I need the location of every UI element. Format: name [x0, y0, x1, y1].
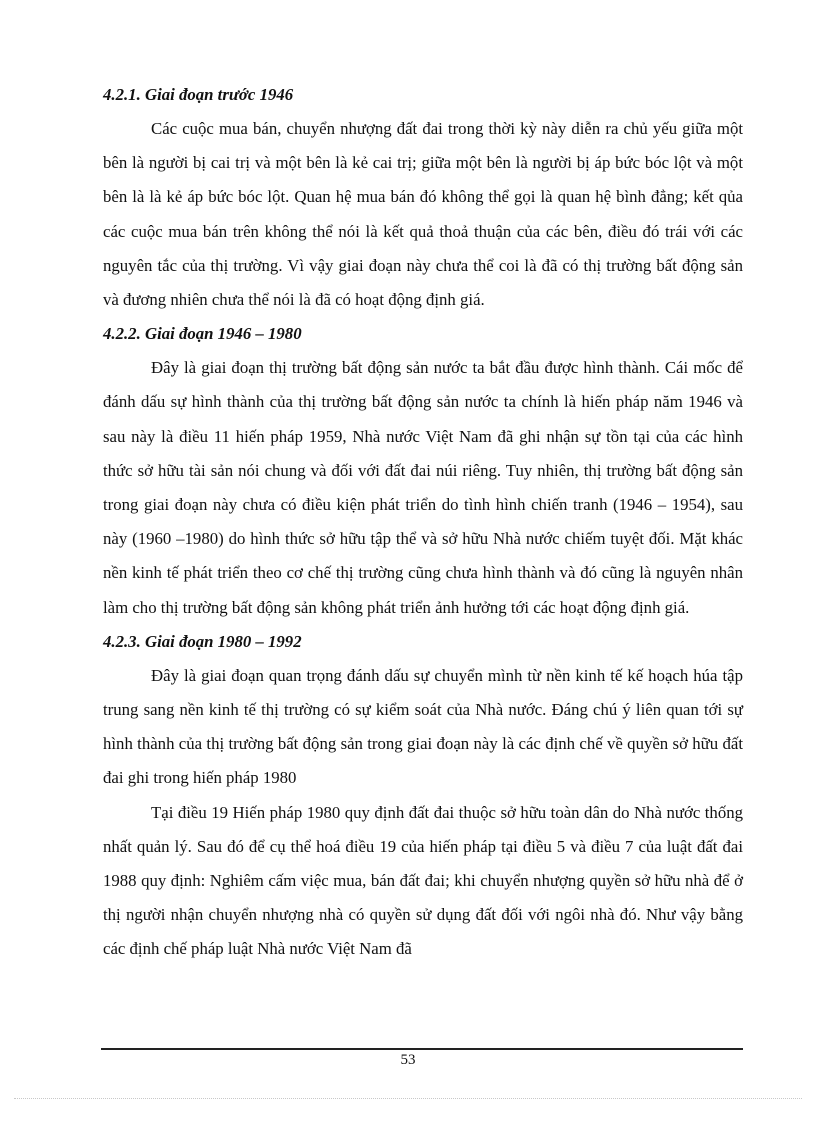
section-heading: 4.2.1. Giai đoạn trước 1946 [103, 85, 294, 104]
paragraph: Đây là giai đoạn thị trường bất động sản nước ta bắt đầu được hình thành. Cái mốc để đánh dấu sự hình thành của thị trường bất động sản nước ta chính là hiến pháp năm 1946 và sau này là điều 11 hiến pháp 1959, Nhà nước Việt Nam đã ghi nhận sự tồn tại của các hình thức sở hữu tài sản nói chung và đối với đất đai núi riêng. Tuy nhiên, thị trường bất động sản trong giai đoạn này chưa có điều kiện phát triển do tình hình chiến tranh (1946 – 1954), sau này (1960 –1980) do hình thức sở hữu tập thể và sở hữu Nhà nước chiếm tuyệt đối. Mặt khác nền kinh tế phát triển theo cơ chế thị trường cũng chưa hình thành và đó cũng là nguyên nhân làm cho thị trường bất động sản không phát triển ảnh hưởng tới các hoạt động định giá. [103, 358, 743, 617]
paragraph: Tại điều 19 Hiến pháp 1980 quy định đất đai thuộc sở hữu toàn dân do Nhà nước thống nhất quản lý. Sau đó để cụ thể hoá điều 19 của hiến pháp tại điều 5 và điều 7 của luật đất đai 1988 quy định: Nghiêm cấm việc mua, bán đất đai; khi chuyển nhượng quyền sở hữu nhà để ở thị người nhận chuyển nhượng nhà có quyền sử dụng đất đối với ngôi nhà đó. Như vậy bằng các định chế pháp luật Nhà nước Việt Nam đã [103, 802, 743, 959]
section-4-2-1 [103, 78, 743, 317]
section-4-2-2 [103, 317, 743, 625]
section-heading: 4.2.3. Giai đoạn 1980 – 1992 [103, 631, 302, 651]
section-4-2-3 [103, 625, 743, 967]
section-heading: 4.2.2. Giai đoạn 1946 – 1980 [103, 324, 302, 344]
paragraph: Các cuộc mua bán, chuyển nhượng đất đai trong thời kỳ này diễn ra chủ yếu giữa một bên là người bị cai trị và một bên là kẻ cai trị; giữa một bên là người bị áp bức bóc lột và một bên là là kẻ áp bức bóc lột. Quan hệ mua bán đó không thể gọi là quan hệ bình đẳng; kết qủa các cuộc mua bán trên không thể nói là kết quả thoả thuận của các bên, điều đó trái với các nguyên tắc của thị trường. Vì vậy giai đoạn này chưa thể coi là đã có thị trường bất động sản và đương nhiên chưa thể nói là đã có hoạt động định giá. [103, 119, 743, 310]
page-number: 53 [400, 1052, 416, 1068]
page-boundary-line [14, 1098, 802, 1099]
page-content [103, 78, 743, 967]
paragraph: Đây là giai đoạn quan trọng đánh dấu sự chuyển mình từ nền kinh tế kế hoạch húa tập trung sang nền kinh tế thị trường có sự kiểm soát của Nhà nước. Đáng chú ý liên quan tới sự hình thành của thị trường bất động sản trong giai đoạn này là các định chế về quyền sở hữu đất đai ghi trong hiến pháp 1980 [103, 665, 743, 788]
